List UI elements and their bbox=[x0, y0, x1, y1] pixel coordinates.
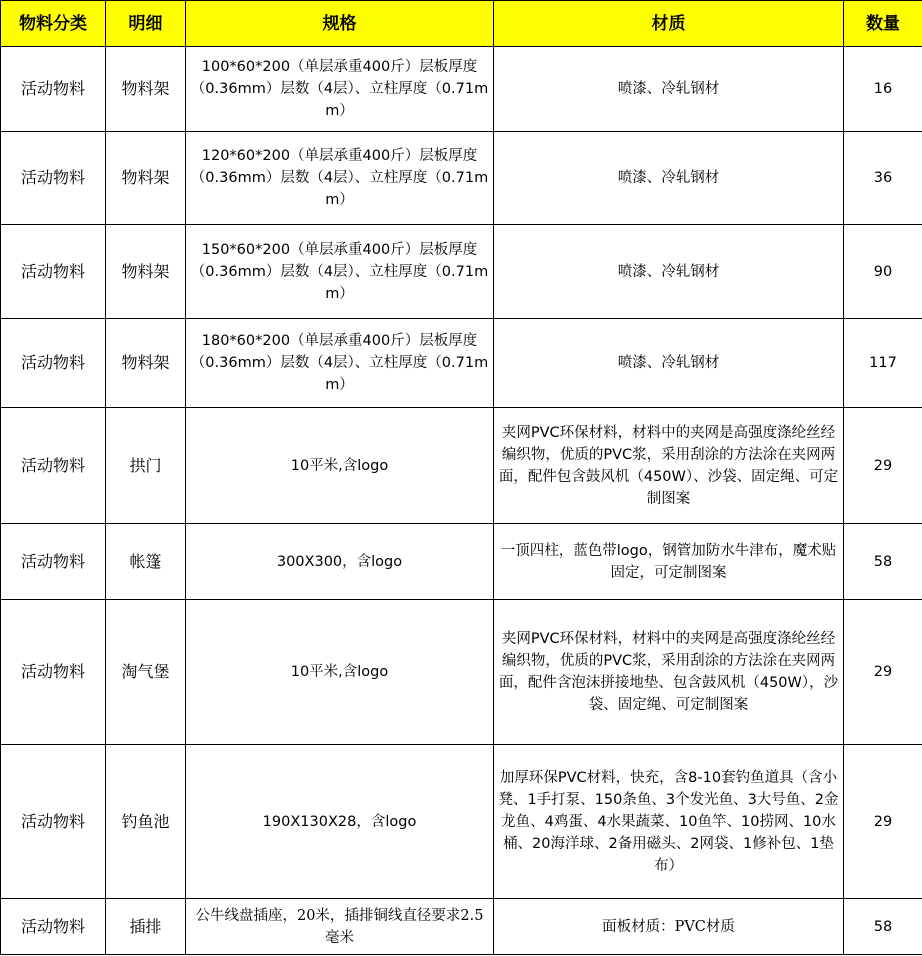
cell-item: 淘气堡 bbox=[106, 600, 186, 745]
cell-category: 活动物料 bbox=[1, 600, 106, 745]
cell-category: 活动物料 bbox=[1, 408, 106, 524]
cell-quantity: 16 bbox=[844, 47, 922, 132]
cell-item: 拱门 bbox=[106, 408, 186, 524]
cell-material: 喷漆、冷轧钢材 bbox=[494, 319, 844, 408]
table-row bbox=[1, 47, 922, 132]
cell-category: 活动物料 bbox=[1, 899, 106, 955]
cell-spec: 公牛线盘插座，20米，插排铜线直径要求2.5毫米 bbox=[186, 899, 494, 955]
header-spec: 规格 bbox=[186, 1, 494, 47]
cell-material: 夹网PVC环保材料，材料中的夹网是高强度涤纶丝经编织物，优质的PVC浆，采用刮涂的方法涂在夹网两面，配件包含鼓风机（450W）、沙袋、固定绳、可定制图案 bbox=[494, 408, 844, 524]
cell-item: 物料架 bbox=[106, 132, 186, 225]
table-row bbox=[1, 408, 922, 524]
cell-quantity: 36 bbox=[844, 132, 922, 225]
cell-spec: 10平米,含logo bbox=[186, 408, 494, 524]
table-row bbox=[1, 319, 922, 408]
cell-quantity: 117 bbox=[844, 319, 922, 408]
cell-item: 物料架 bbox=[106, 47, 186, 132]
cell-item: 物料架 bbox=[106, 319, 186, 408]
header-quantity: 数量 bbox=[844, 1, 922, 47]
table-row bbox=[1, 225, 922, 319]
cell-quantity: 58 bbox=[844, 899, 922, 955]
cell-category: 活动物料 bbox=[1, 319, 106, 408]
cell-category: 活动物料 bbox=[1, 745, 106, 899]
cell-quantity: 29 bbox=[844, 745, 922, 899]
cell-quantity: 90 bbox=[844, 225, 922, 319]
cell-category: 活动物料 bbox=[1, 132, 106, 225]
table-row bbox=[1, 745, 922, 899]
table-row bbox=[1, 132, 922, 225]
cell-spec: 10平米,含logo bbox=[186, 600, 494, 745]
header-row bbox=[1, 1, 922, 47]
header-material: 材质 bbox=[494, 1, 844, 47]
cell-material: 喷漆、冷轧钢材 bbox=[494, 132, 844, 225]
cell-quantity: 58 bbox=[844, 524, 922, 600]
header-category: 物料分类 bbox=[1, 1, 106, 47]
table-row bbox=[1, 600, 922, 745]
cell-spec: 300X300，含logo bbox=[186, 524, 494, 600]
cell-material: 加厚环保PVC材料，快充，含8-10套钓鱼道具（含小凳、1手打泵、150条鱼、3个发光鱼、3大号鱼、2金龙鱼、4鸡蛋、4水果蔬菜、10鱼竿、10捞网、10水桶、20海洋球、2备用磁头、2网袋、1修补包、1垫布） bbox=[494, 745, 844, 899]
cell-quantity: 29 bbox=[844, 408, 922, 524]
cell-category: 活动物料 bbox=[1, 225, 106, 319]
table-row bbox=[1, 899, 922, 955]
cell-spec: 150*60*200（单层承重400斤）层板厚度（0.36mm）层数（4层）、立柱厚度（0.71mm） bbox=[186, 225, 494, 319]
table-row bbox=[1, 524, 922, 600]
cell-spec: 100*60*200（单层承重400斤）层板厚度（0.36mm）层数（4层）、立柱厚度（0.71mm） bbox=[186, 47, 494, 132]
cell-item: 物料架 bbox=[106, 225, 186, 319]
cell-material: 一顶四柱，蓝色带logo，钢管加防水牛津布，魔术贴固定，可定制图案 bbox=[494, 524, 844, 600]
cell-spec: 180*60*200（单层承重400斤）层板厚度（0.36mm）层数（4层）、立柱厚度（0.71mm） bbox=[186, 319, 494, 408]
cell-item: 帐篷 bbox=[106, 524, 186, 600]
cell-spec: 190X130X28，含logo bbox=[186, 745, 494, 899]
cell-category: 活动物料 bbox=[1, 47, 106, 132]
cell-quantity: 29 bbox=[844, 600, 922, 745]
cell-item: 插排 bbox=[106, 899, 186, 955]
cell-material: 喷漆、冷轧钢材 bbox=[494, 225, 844, 319]
cell-material: 面板材质：PVC材质 bbox=[494, 899, 844, 955]
cell-category: 活动物料 bbox=[1, 524, 106, 600]
cell-material: 夹网PVC环保材料，材料中的夹网是高强度涤纶丝经编织物，优质的PVC浆，采用刮涂的方法涂在夹网两面，配件含泡沫拼接地垫、包含鼓风机（450W），沙袋、固定绳、可定制图案 bbox=[494, 600, 844, 745]
cell-material: 喷漆、冷轧钢材 bbox=[494, 47, 844, 132]
header-item: 明细 bbox=[106, 1, 186, 47]
cell-spec: 120*60*200（单层承重400斤）层板厚度（0.36mm）层数（4层）、立柱厚度（0.71mm） bbox=[186, 132, 494, 225]
cell-item: 钓鱼池 bbox=[106, 745, 186, 899]
